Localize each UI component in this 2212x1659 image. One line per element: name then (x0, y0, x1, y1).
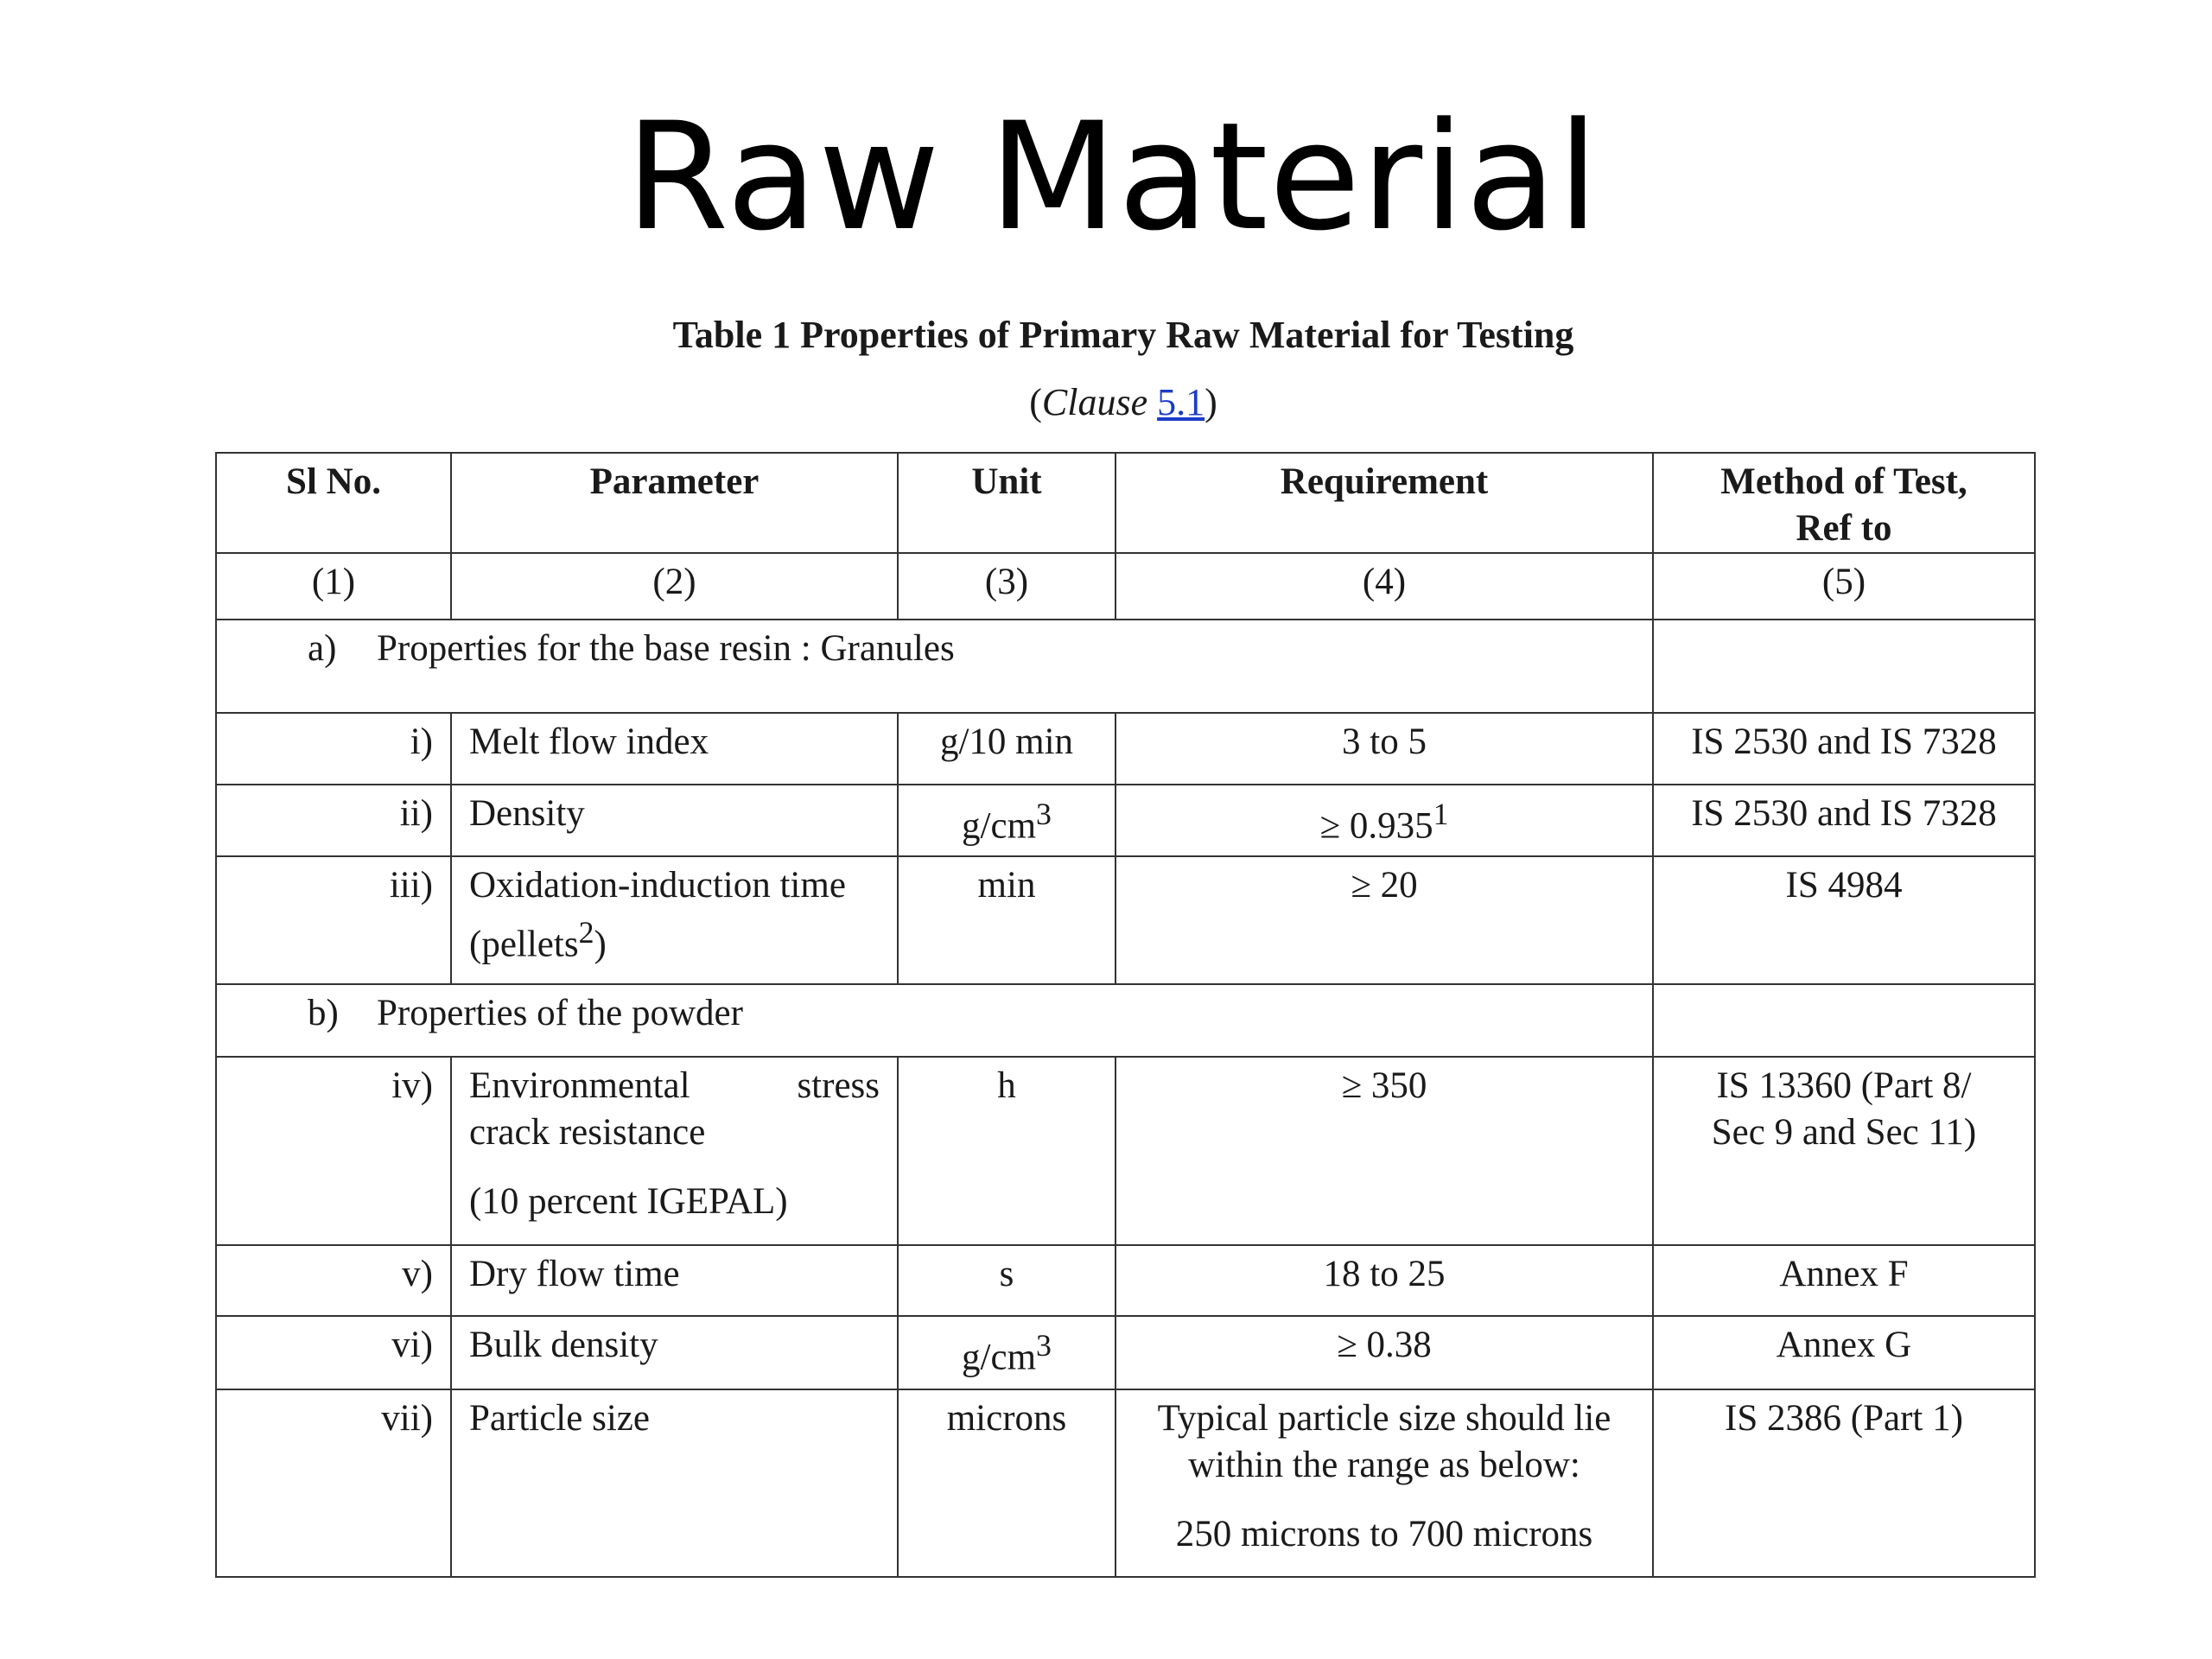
clause-word: Clause (1041, 381, 1148, 423)
row-method: IS 4984 (1653, 856, 2035, 984)
clause-open-paren: ( (1029, 381, 1042, 423)
row-parameter (451, 1057, 898, 1245)
row-unit (898, 1316, 1116, 1389)
row-requirement: 18 to 25 (1116, 1245, 1653, 1316)
row-requirement: ≥ 350 (1116, 1057, 1653, 1245)
section-row-a (216, 620, 2035, 713)
parameter-line: Oxidation-induction time (469, 865, 846, 906)
unit-text: g/cm (962, 1337, 1037, 1378)
empty-cell (1653, 984, 2035, 1057)
header-parameter: Parameter (451, 453, 898, 553)
table-row (216, 1389, 2035, 1577)
section-heading-a (216, 620, 1653, 713)
requirement-line: within the range as below: (1188, 1445, 1580, 1485)
parameter-text: ) (594, 924, 607, 965)
header-method-line2: Ref to (1796, 508, 1892, 549)
table-row (216, 785, 2035, 856)
row-requirement (1116, 1389, 1653, 1577)
clause-link[interactable]: 5.1 (1157, 381, 1205, 423)
column-number: (1) (216, 553, 451, 620)
unit-superscript: 3 (1036, 1328, 1052, 1363)
unit-superscript: 3 (1036, 797, 1052, 831)
row-parameter: Bulk density (451, 1316, 898, 1389)
row-unit: g/10 min (898, 713, 1116, 785)
column-number: (5) (1653, 553, 2035, 620)
column-number-row (216, 553, 2035, 620)
section-label: Properties of the powder (377, 993, 743, 1033)
requirement-text: ≥ 0.935 (1319, 805, 1433, 847)
row-parameter (451, 856, 898, 984)
header-requirement: Requirement (1116, 453, 1653, 553)
requirement-line: Typical particle size should lie (1157, 1398, 1611, 1439)
row-requirement: ≥ 0.38 (1116, 1316, 1653, 1389)
table-row (216, 856, 2035, 984)
requirement-line: 250 microns to 700 microns (1175, 1514, 1593, 1554)
row-number: vii) (216, 1389, 451, 1577)
footnote-marker: 2 (578, 915, 594, 950)
parameter-line (469, 909, 880, 968)
table-caption: Table 1 Properties of Primary Raw Material for Testing (672, 314, 1574, 356)
parameter-word: stress (797, 1065, 880, 1106)
row-unit: h (898, 1057, 1116, 1245)
row-method (1653, 1057, 2035, 1245)
unit-text: g/cm (962, 805, 1037, 847)
clause-reference (0, 377, 2212, 429)
section-label: Properties for the base resin : Granules (377, 628, 955, 669)
method-line: Sec 9 and Sec 11) (1711, 1112, 1977, 1153)
row-number: iii) (216, 856, 451, 984)
row-parameter: Particle size (451, 1389, 898, 1577)
footnote-marker: 1 (1433, 797, 1449, 831)
method-line: IS 13360 (Part 8/ (1716, 1065, 1972, 1106)
row-method: IS 2530 and IS 7328 (1653, 785, 2035, 856)
table-row (216, 713, 2035, 785)
properties-table (215, 452, 2036, 1578)
row-number: vi) (216, 1316, 451, 1389)
row-unit: min (898, 856, 1116, 984)
parameter-word: Environmental (469, 1065, 690, 1106)
table-row (216, 1245, 2035, 1316)
row-number: i) (216, 713, 451, 785)
row-number: iv) (216, 1057, 451, 1245)
row-number: ii) (216, 785, 451, 856)
header-method-line1: Method of Test, (1720, 461, 1967, 502)
row-parameter: Density (451, 785, 898, 856)
row-number: v) (216, 1245, 451, 1316)
row-parameter: Dry flow time (451, 1245, 898, 1316)
parameter-line (469, 1063, 880, 1109)
header-method (1653, 453, 2035, 553)
row-parameter: Melt flow index (451, 713, 898, 785)
row-method: IS 2386 (Part 1) (1653, 1389, 2035, 1577)
row-method: Annex F (1653, 1245, 2035, 1316)
row-unit: s (898, 1245, 1116, 1316)
column-number: (2) (451, 553, 898, 620)
header-sl-no: Sl No. (216, 453, 451, 553)
header-unit: Unit (898, 453, 1116, 553)
column-number: (3) (898, 553, 1116, 620)
section-letter: b) (308, 993, 339, 1033)
row-unit: microns (898, 1389, 1116, 1577)
row-method: Annex G (1653, 1316, 2035, 1389)
section-letter: a) (308, 628, 337, 669)
section-heading-b (216, 984, 1653, 1057)
parameter-line: (10 percent IGEPAL) (469, 1181, 788, 1222)
row-requirement (1116, 785, 1653, 856)
row-requirement: 3 to 5 (1116, 713, 1653, 785)
empty-cell (1653, 620, 2035, 713)
parameter-line: crack resistance (469, 1112, 706, 1153)
column-number: (4) (1116, 553, 1653, 620)
table-row (216, 1316, 2035, 1389)
row-requirement: ≥ 20 (1116, 856, 1653, 984)
parameter-text: (pellets (469, 924, 579, 965)
row-unit (898, 785, 1116, 856)
table-row (216, 1057, 2035, 1245)
clause-close-paren: ) (1205, 381, 1217, 423)
header-row (216, 453, 2035, 553)
slide-title: Raw Material (625, 90, 1600, 264)
row-method: IS 2530 and IS 7328 (1653, 713, 2035, 785)
section-row-b (216, 984, 2035, 1057)
